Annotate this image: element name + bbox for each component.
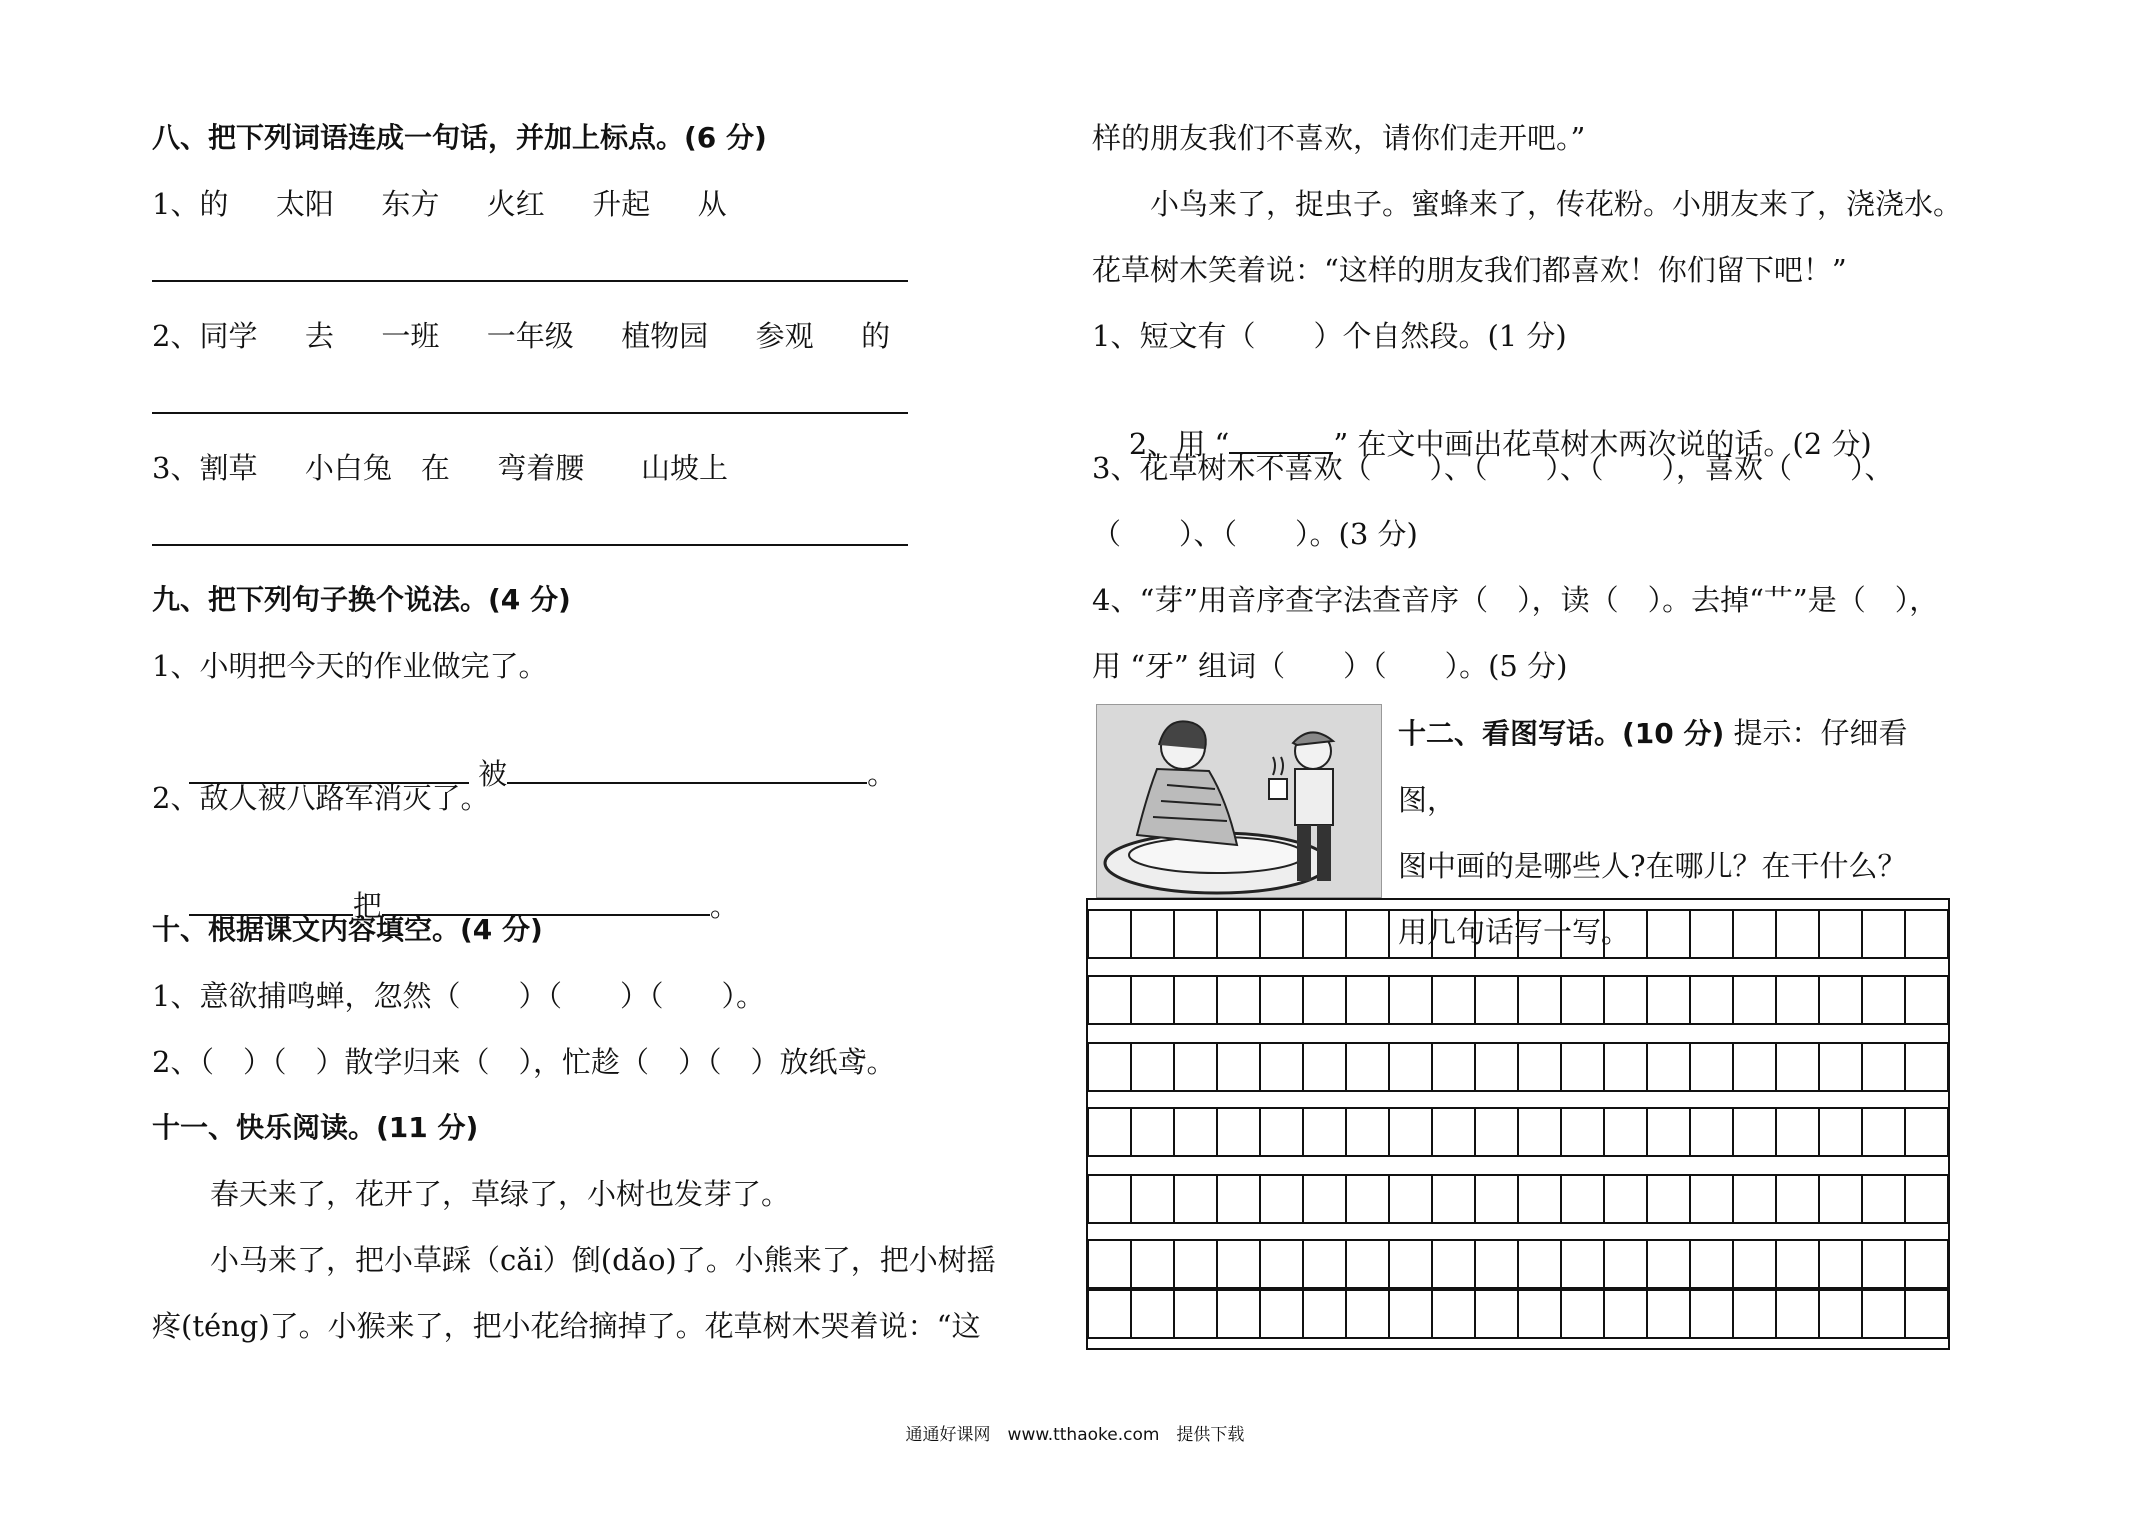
grid-cell[interactable] xyxy=(1217,1175,1260,1223)
grid-cell[interactable] xyxy=(1432,1108,1475,1156)
grid-cell[interactable] xyxy=(1260,1290,1303,1338)
grid-cell[interactable] xyxy=(1260,910,1303,958)
grid-cell[interactable] xyxy=(1604,1240,1647,1288)
reading-q4a: 4、“芽”用音序查字法查音序（ ），读（ ）。去掉“艹”是（ ）， xyxy=(1092,583,1939,617)
grid-cell[interactable] xyxy=(1690,976,1733,1024)
writing-grid[interactable] xyxy=(1086,898,1950,1350)
grid-cell[interactable] xyxy=(1217,910,1260,958)
grid-cell[interactable] xyxy=(1776,1108,1819,1156)
grid-cell[interactable] xyxy=(1647,1043,1690,1091)
grid-cell[interactable] xyxy=(1776,1175,1819,1223)
grid-cell[interactable] xyxy=(1389,1175,1432,1223)
grid-cell[interactable] xyxy=(1819,910,1862,958)
right-column xyxy=(1092,118,1962,712)
grid-cell[interactable] xyxy=(1346,1175,1389,1223)
blank-9-1b[interactable] xyxy=(507,752,867,784)
grid-cell[interactable] xyxy=(1346,976,1389,1024)
passage-paragraph-2b: 疼(téng)了。小猴来了，把小花给摘掉了。花草树木哭着说：“这 xyxy=(152,1309,981,1343)
grid-cell[interactable] xyxy=(1389,1108,1432,1156)
grid-cell[interactable] xyxy=(1088,1240,1131,1288)
grid-cell[interactable] xyxy=(1690,1240,1733,1288)
grid-cell[interactable] xyxy=(1905,1240,1948,1288)
grid-cell[interactable] xyxy=(1174,976,1217,1024)
grid-cell[interactable] xyxy=(1733,1240,1776,1288)
grid-cell[interactable] xyxy=(1819,1240,1862,1288)
grid-cell[interactable] xyxy=(1561,1175,1604,1223)
period: 。 xyxy=(709,889,739,923)
passage-paragraph-3a: 小鸟来了，捉虫子。蜜蜂来了，传花粉。小朋友来了，浇浇水。 xyxy=(1150,187,1963,221)
answer-line-8-2[interactable] xyxy=(152,382,912,448)
grid-cell[interactable] xyxy=(1475,976,1518,1024)
grid-cell[interactable] xyxy=(1905,1175,1948,1223)
grid-cell[interactable] xyxy=(1131,910,1174,958)
section-10-title: 十、根据课文内容填空。(4 分) xyxy=(152,913,543,946)
grid-cell[interactable] xyxy=(1819,1175,1862,1223)
grid-cell[interactable] xyxy=(1819,1290,1862,1338)
grid-cell[interactable] xyxy=(1088,976,1131,1024)
grid-cell[interactable] xyxy=(1475,910,1518,958)
grid-cell[interactable] xyxy=(1260,976,1303,1024)
grid-cell[interactable] xyxy=(1432,1043,1475,1091)
grid-cell[interactable] xyxy=(1647,1240,1690,1288)
grid-cell[interactable] xyxy=(1647,910,1690,958)
grid-cell[interactable] xyxy=(1303,1043,1346,1091)
grid-cell[interactable] xyxy=(1819,976,1862,1024)
grid-cell[interactable] xyxy=(1604,976,1647,1024)
grid-cell[interactable] xyxy=(1518,1290,1561,1338)
grid-cell[interactable] xyxy=(1303,1290,1346,1338)
section-9-q2-answer xyxy=(152,844,912,923)
section-10-q1: 1、意欲捕鸣蝉，忽然（ ）（ ）（ ）。 xyxy=(152,979,765,1013)
grid-cell[interactable] xyxy=(1346,1108,1389,1156)
grid-cell[interactable] xyxy=(1862,1290,1905,1338)
word-bei: 被 xyxy=(468,757,508,791)
grid-cell[interactable] xyxy=(1346,1290,1389,1338)
section-9-title: 九、把下列句子换个说法。(4 分) xyxy=(152,583,571,616)
section-8-q1: 1、的 太阳 东方 火红 升起 从 xyxy=(152,187,727,221)
grid-cell[interactable] xyxy=(1561,910,1604,958)
grid-cell[interactable] xyxy=(1733,1290,1776,1338)
grid-cell[interactable] xyxy=(1389,976,1432,1024)
grid-cell[interactable] xyxy=(1776,1240,1819,1288)
grid-cell[interactable] xyxy=(1776,910,1819,958)
grid-cell[interactable] xyxy=(1475,1290,1518,1338)
section-8-q2: 2、同学 去 一班 一年级 植物园 参观 的 xyxy=(152,319,891,353)
grid-cell[interactable] xyxy=(1561,1290,1604,1338)
passage-paragraph-3b: 花草树木笑着说：“这样的朋友我们都喜欢！你们留下吧！” xyxy=(1092,253,1847,287)
grid-cell[interactable] xyxy=(1518,1240,1561,1288)
answer-line-8-3[interactable] xyxy=(152,514,912,580)
grid-cell[interactable] xyxy=(1604,910,1647,958)
grid-cell[interactable] xyxy=(1432,910,1475,958)
grid-cell[interactable] xyxy=(1346,1043,1389,1091)
reading-q2 xyxy=(1092,382,1962,461)
period: 。 xyxy=(867,757,897,791)
grid-cell[interactable] xyxy=(1217,1290,1260,1338)
grid-cell[interactable] xyxy=(1862,1240,1905,1288)
grid-cell[interactable] xyxy=(1647,976,1690,1024)
grid-cell[interactable] xyxy=(1088,910,1131,958)
grid-cell[interactable] xyxy=(1733,1175,1776,1223)
grid-cell[interactable] xyxy=(1518,1175,1561,1223)
grid-cell[interactable] xyxy=(1174,1240,1217,1288)
grid-cell[interactable] xyxy=(1604,1043,1647,1091)
grid-cell[interactable] xyxy=(1819,1108,1862,1156)
grid-cell[interactable] xyxy=(1905,1290,1948,1338)
grid-cell[interactable] xyxy=(1690,1175,1733,1223)
grid-cell[interactable] xyxy=(1647,1290,1690,1338)
grid-cell[interactable] xyxy=(1561,1043,1604,1091)
grid-cell[interactable] xyxy=(1690,910,1733,958)
grid-cell[interactable] xyxy=(1131,1290,1174,1338)
mother-child-washing-illustration xyxy=(1097,705,1381,897)
grid-cell[interactable] xyxy=(1561,1108,1604,1156)
grid-cell[interactable] xyxy=(1905,976,1948,1024)
grid-cell[interactable] xyxy=(1389,910,1432,958)
reading-q3b: （ ）、（ ）。(3 分) xyxy=(1092,517,1418,551)
section-8-title: 八、把下列词语连成一句话，并加上标点。(6 分) xyxy=(152,121,767,154)
grid-cell[interactable] xyxy=(1733,1043,1776,1091)
grid-cell[interactable] xyxy=(1088,1043,1131,1091)
grid-cell[interactable] xyxy=(1905,1108,1948,1156)
grid-cell[interactable] xyxy=(1518,910,1561,958)
reading-q2-start: 2、用 “ xyxy=(1128,427,1230,461)
grid-cell[interactable] xyxy=(1862,1043,1905,1091)
grid-cell[interactable] xyxy=(1905,910,1948,958)
grid-cell[interactable] xyxy=(1862,910,1905,958)
section-12 xyxy=(1096,700,1966,949)
grid-cell[interactable] xyxy=(1905,1043,1948,1091)
grid-cell[interactable] xyxy=(1733,910,1776,958)
grid-cell[interactable] xyxy=(1475,1175,1518,1223)
section-8-q3: 3、割草 小白兔 在 弯着腰 山坡上 xyxy=(152,451,728,485)
grid-cell[interactable] xyxy=(1432,976,1475,1024)
grid-cell[interactable] xyxy=(1131,1043,1174,1091)
grid-cell[interactable] xyxy=(1088,1175,1131,1223)
grid-cell[interactable] xyxy=(1303,1175,1346,1223)
left-column xyxy=(152,118,996,1372)
grid-cell[interactable] xyxy=(1303,1240,1346,1288)
grid-cell[interactable] xyxy=(1604,1108,1647,1156)
grid-cell[interactable] xyxy=(1389,1240,1432,1288)
grid-cell[interactable] xyxy=(1647,1108,1690,1156)
passage-paragraph-2a: 小马来了，把小草踩（cǎi）倒(dǎo)了。小熊来了，把小树摇 xyxy=(210,1243,996,1277)
grid-cell[interactable] xyxy=(1475,1240,1518,1288)
grid-cell[interactable] xyxy=(1862,1108,1905,1156)
passage-paragraph-1: 春天来了，花开了，草绿了，小树也发芽了。 xyxy=(210,1177,791,1211)
grid-cell[interactable] xyxy=(1217,976,1260,1024)
grid-cell[interactable] xyxy=(1690,1290,1733,1338)
reading-q2-end: ” 在文中画出花草树木两次说的话。(2 分) xyxy=(1333,427,1872,461)
reading-q1: 1、短文有（ ）个自然段。(1 分) xyxy=(1092,319,1567,353)
passage-paragraph-2c: 样的朋友我们不喜欢，请你们走开吧。” xyxy=(1092,121,1586,155)
grid-cell[interactable] xyxy=(1131,976,1174,1024)
grid-cell[interactable] xyxy=(1174,910,1217,958)
grid-cell[interactable] xyxy=(1131,1108,1174,1156)
section-11-title: 十一、快乐阅读。(11 分) xyxy=(152,1111,479,1144)
grid-cell[interactable] xyxy=(1561,976,1604,1024)
grid-cell[interactable] xyxy=(1518,1043,1561,1091)
grid-cell[interactable] xyxy=(1604,1290,1647,1338)
grid-cell[interactable] xyxy=(1475,1043,1518,1091)
footer: 通通好课网 www.tthaoke.com 提供下载 xyxy=(905,1425,1245,1445)
grid-cell[interactable] xyxy=(1561,1240,1604,1288)
grid-cell[interactable] xyxy=(1303,1108,1346,1156)
grid-cell[interactable] xyxy=(1432,1290,1475,1338)
grid-cell[interactable] xyxy=(1217,1240,1260,1288)
grid-cell[interactable] xyxy=(1217,1043,1260,1091)
section-9-q1: 1、小明把今天的作业做完了。 xyxy=(152,649,548,683)
grid-cell[interactable] xyxy=(1088,1108,1131,1156)
picture-illustration xyxy=(1096,704,1382,898)
section-10-q2: 2、（ ）（ ）散学归来（ ），忙趁（ ）（ ）放纸鸢。 xyxy=(152,1045,896,1079)
grid-cell[interactable] xyxy=(1690,1043,1733,1091)
grid-cell[interactable] xyxy=(1088,1290,1131,1338)
grid-cell[interactable] xyxy=(1776,1290,1819,1338)
grid-cell[interactable] xyxy=(1432,1240,1475,1288)
section-12-hint-c: 用几句话写一写。 xyxy=(1398,915,1631,949)
section-9-q2: 2、敌人被八路军消灭了。 xyxy=(152,781,490,815)
grid-cell[interactable] xyxy=(1346,910,1389,958)
grid-cell[interactable] xyxy=(1303,976,1346,1024)
grid-cell[interactable] xyxy=(1131,1240,1174,1288)
grid-cell[interactable] xyxy=(1174,1108,1217,1156)
grid-cell[interactable] xyxy=(1131,1175,1174,1223)
grid-cell[interactable] xyxy=(1346,1240,1389,1288)
section-12-hint-b: 图中画的是哪些人?在哪儿？在干什么？ xyxy=(1398,849,1907,883)
section-12-hint-a: 提示：仔细看图， xyxy=(1398,716,1908,817)
grid-cell[interactable] xyxy=(1862,1175,1905,1223)
grid-cell[interactable] xyxy=(1260,1108,1303,1156)
grid-cell[interactable] xyxy=(1260,1043,1303,1091)
grid-cell[interactable] xyxy=(1819,1043,1862,1091)
answer-line-8-1[interactable] xyxy=(152,250,912,316)
grid-cell[interactable] xyxy=(1475,1108,1518,1156)
grid-cell[interactable] xyxy=(1604,1175,1647,1223)
grid-cell[interactable] xyxy=(1518,1108,1561,1156)
reading-q3a: 3、花草树木不喜欢（ ）、（ ）、（ ），喜欢（ ）、 xyxy=(1092,451,1894,485)
word-ba: 把 xyxy=(352,889,382,923)
grid-cell[interactable] xyxy=(1862,976,1905,1024)
section-9-q1-answer xyxy=(152,712,912,791)
grid-cell[interactable] xyxy=(1776,1043,1819,1091)
grid-cell[interactable] xyxy=(1389,1043,1432,1091)
grid-cell[interactable] xyxy=(1518,976,1561,1024)
reading-q4b: 用 “牙” 组词（ ）（ ）。(5 分) xyxy=(1092,649,1568,683)
grid-cell[interactable] xyxy=(1260,1175,1303,1223)
grid-cell[interactable] xyxy=(1303,910,1346,958)
grid-cell[interactable] xyxy=(1776,976,1819,1024)
section-12-title: 十二、看图写话。(10 分) xyxy=(1398,717,1725,750)
grid-cell[interactable] xyxy=(1174,1043,1217,1091)
grid-cell[interactable] xyxy=(1217,1108,1260,1156)
grid-cell[interactable] xyxy=(1389,1290,1432,1338)
grid-cell[interactable] xyxy=(1174,1290,1217,1338)
grid-cell[interactable] xyxy=(1260,1240,1303,1288)
writing-grid-lines xyxy=(1088,900,1948,1348)
grid-cell[interactable] xyxy=(1733,1108,1776,1156)
grid-cell[interactable] xyxy=(1690,1108,1733,1156)
grid-cell[interactable] xyxy=(1733,976,1776,1024)
grid-cell[interactable] xyxy=(1174,1175,1217,1223)
grid-cell[interactable] xyxy=(1432,1175,1475,1223)
grid-cell[interactable] xyxy=(1647,1175,1690,1223)
